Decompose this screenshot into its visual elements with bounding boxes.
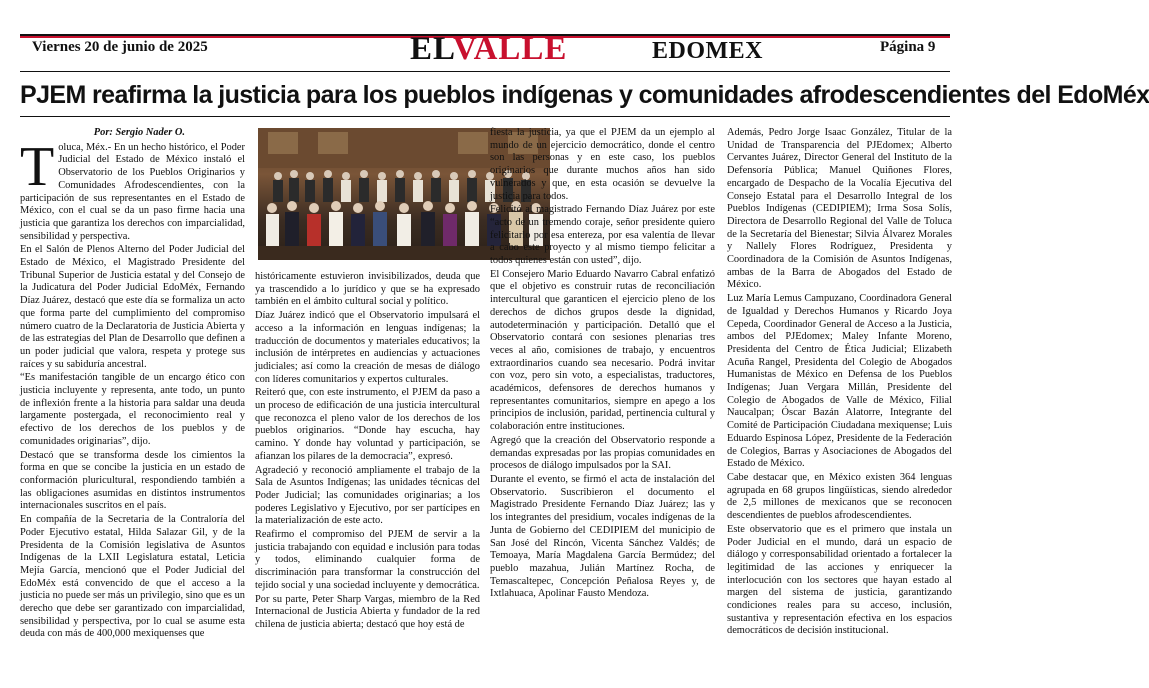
article-column-3 bbox=[490, 127, 715, 602]
article-column-4 bbox=[727, 127, 952, 639]
page-number: Página 9 bbox=[880, 39, 936, 55]
paragraph: Por su parte, Peter Sharp Vargas, miembro de la Red Internacional de Justicia Abierta y fundador de la red chilena de justicia abierta; destacó que hoy está de bbox=[255, 593, 480, 630]
paragraph: Este observatorio que es el primero que instala un Poder Judicial en el mundo, dará un espacio de diálogo y corresponsabilidad orientado a fortalecer la legitimidad de las acciones y enriquecer la interlocución con los sectores que hayan estado al margen del sistema de justicia, garantizando condiciones reales para su acceso, inclusión, sustantiva y representación efectiva en los espacios democráticos de decisión institucional. bbox=[727, 523, 952, 637]
paragraph: Durante el evento, se firmó el acta de instalación del Observatorio. Suscribieron el documento el Magistrado Presidente Fernando Díaz Juárez; las y los integrantes del presidium, vocales indígenas de la Junta de Gobierno del CEDIPIEM del municipio de San José del Rincón, Vicenta Sánchez Valdés; de Temoaya, María Magdalena García Bermúdez; del pueblo mazahua, Julián Martínez Rocha, de Temascaltepec, Concepción Peñalosa Reyes y, de Ixtlahuaca, Apolinar Fausto Mendoza. bbox=[490, 473, 715, 600]
paragraph: Agradeció y reconoció ampliamente el trabajo de la Sala de Asuntos Indígenas; las unidades técnicas del Poder Judicial; las comunidades originarias; a los poderes Legislativo y Ejecutivo, por ser partícipes en la materialización de este acto. bbox=[255, 464, 480, 527]
article-column-2 bbox=[255, 271, 480, 633]
article-column-1 bbox=[20, 127, 245, 642]
newspaper-logo[interactable] bbox=[410, 30, 567, 68]
logo-valle: VALLE bbox=[453, 31, 568, 67]
logo-el: EL bbox=[410, 31, 453, 67]
header-bottom-rule bbox=[20, 71, 950, 72]
paragraph: En el Salón de Plenos Alterno del Poder Judicial del Estado de México, el Magistrado Presidente del Tribunal Superior de Justicia estatal y del Consejo de la Judicatura del Poder Judicial EdoMéx, Fernando Díaz Juárez, destacó que este día se formaliza un acto que forma parte del cumplimiento del compromiso número cuatro de la Declaratoria de Justicia Abierta y de las estrategias del Plan de Desarrollo que definen a un poder judicial que valora, respeta y protege sus raíces y su sabiduría ancestral. bbox=[20, 244, 245, 370]
issue-date: Viernes 20 de junio de 2025 bbox=[32, 39, 208, 55]
paragraph: Destacó que se transforma desde los cimientos la forma en que se concibe la justicia en un estado de conformación pluricultural, respondiendo también a las obligaciones asumidas en distintos instrumentos internacionales suscritos en el país. bbox=[20, 449, 245, 512]
paragraph: Toluca, Méx.- En un hecho histórico, el Poder Judicial del Estado de México instaló el Observatorio de los Pueblos Originarios y Comunidades Afrodescendientes, con la participación de sus representantes en el Estado de México, con el cual se da un paso firme hacia una justicia que garantiza los derechos con imparcialidad, sensibilidad y perspectiva. bbox=[20, 135, 245, 242]
paragraph: Reiteró que, con este instrumento, el PJEM da paso a un proceso de edificación de una justicia intercultural que reconozca el pleno valor de los derechos de los pueblos originarios. “Donde hay escucha, hay camino. Y donde hay voluntad y participación, se afianzan los pilares de la democracia”, expresó. bbox=[255, 387, 480, 462]
paragraph: históricamente estuvieron invisibilizados, deuda que ya trascendido a lo jurídico y que se ha expresado también en el ámbito cultural social y político. bbox=[255, 271, 480, 308]
paragraph: Agregó que la creación del Observatorio responde a demandas expresadas por las propias comunidades en procesos de diálogo impulsados por la SAI. bbox=[490, 434, 715, 472]
paragraph: fiesta la justicia, ya que el PJEM da un ejemplo al mundo de un ejercicio democrático, donde el centro son las personas y en este caso, los pueblos originarios que durante muchos años han sido vulnerados y que, en esta ocasión se devuelve la justicia para todos. bbox=[490, 127, 715, 202]
paragraph: Luz María Lemus Campuzano, Coordinadora General de Igualdad y Derechos Humanos y Ricardo Joya Cepeda, Coordinador General de Acceso a la Justicia, ambos del PJEdomex; Maley Infante Moreno, Presidenta del Centro de Ética Judicial; Elizabeth Acuña Rangel, Presidenta del Colegio de Abogados Humanistas de México en Defensa de los Pueblos Indígenas; Juan Vergara Millán, Presidente del Colegio de Abogados de Valle de México, Filial Naucalpan; Óscar Bazán Alatorre, Integrante del Comité de Participación Ciudadana mexiquense; Luis Eduardo Espinosa López, Presidente de la Federación de Colegios, Barras y Asociaciones de Abogados del Estado de México. bbox=[727, 293, 952, 470]
paragraph: Felicitó al magistrado Fernando Díaz Juárez por este “acto de un tremendo coraje, señor presidente quiero felicitarlo por esa entereza, por esa valentía de llevar a cabo este proyecto y al mismo tiempo felicitar a todos quienes están con usted”, dijo. bbox=[490, 204, 715, 267]
paragraph: “Es manifestación tangible de un encargo ético con justicia incluyente y representa, ante todo, un punto de inflexión frente a la historia para saldar una deuda largamente postergada, el reconocimiento real y efectivo de los derechos de los pueblos y de comunidades originarias”, dijo. bbox=[20, 372, 245, 447]
paragraph: En compañía de la Secretaria de la Contraloría del Poder Ejecutivo estatal, Hilda Salazar Gil, y de la Presidenta de la Comisión legislativa de Asuntos Indígenas de la LXII Legislatura estatal, Leticia Mejía García, mencionó que el Poder Judicial del EdoMéx está convencido de que el acceso a la justicia no puede ser más un privilegio, sino que es un derecho que debe ser garantizado con imparcialidad, sensibilidad y perspectiva, por lo cual se asume esta deuda con más de 400,000 mexiquenses que bbox=[20, 514, 245, 640]
section-name: EDOMEX bbox=[652, 38, 763, 64]
headline-rule bbox=[20, 116, 950, 117]
paragraph: Díaz Juárez indicó que el Observatorio impulsará el acceso a la información en lenguas indígenas; la traducción de documentos y materiales educativos; la inclusión de intérpretes en audiencias y actuaciones judiciales; así como la creación de mesas de diálogo con líderes comunitarios y expertos culturales. bbox=[255, 310, 480, 385]
article-headline: PJEM reafirma la justicia para los pueblos indígenas y comunidades afrodescendientes del EdoMéx bbox=[20, 81, 1149, 109]
byline: Por: Sergio Nader O. bbox=[93, 127, 185, 138]
paragraph: Además, Pedro Jorge Isaac González, Titular de la Unidad de Transparencia del PJEdomex; Alberto Cervantes Juárez, Director General del Instituto de la Defensoría Pública; Manuel Quiñones Flores, encargado de Despacho de la Vocalía Ejecutiva del Consejo Estatal para el Desarrollo Integral de los Pueblos Indígenas (CEDIPIEM); Irma Sosa Solís, Directora de Desarrollo Regional del Valle de Toluca de la Secretaría del Bienestar; Silvia Álvarez Morales y Nallely Flores Rodríguez, Presidenta y Coordinadora de la Comisión de Asuntos Indígenas, ambas de la Barra de Abogados del Estado de México. bbox=[727, 127, 952, 291]
drop-cap: T bbox=[20, 135, 55, 198]
paragraph: Cabe destacar que, en México existen 364 lenguas agrupada en 68 grupos lingüísticas, siendo alrededor de 2,5 millones de mexicanos que se reconocen descendientes de pueblos afrodescendientes. bbox=[727, 471, 952, 522]
paragraph: El Consejero Mario Eduardo Navarro Cabral enfatizó que el objetivo es construir rutas de reconciliación intercultural que garanticen el ejercicio pleno de los derechos de dichos grupos desde la dignidad, autodeterminación y participación. Detalló que el Observatorio contará con sesiones plenarias tres veces al año, comisiones de trabajo, y encuentros extraordinarios cuando sea necesario. Podrá invitar con voz, pero sin voto, a especialistas, traductores, académicos, defensores de derechos humanos y representantes comunitarios, siempre en apego a los principios de inclusión, paridad, pertinencia cultural y colaboración entre instituciones. bbox=[490, 268, 715, 433]
paragraph: Reafirmo el compromiso del PJEM de servir a la justicia trabajando con equidad e inclusión para todas y todos, eliminando cualquier forma de discriminación para transformar la construcción del tejido social y una sociedad incluyente y democrática. bbox=[255, 529, 480, 591]
